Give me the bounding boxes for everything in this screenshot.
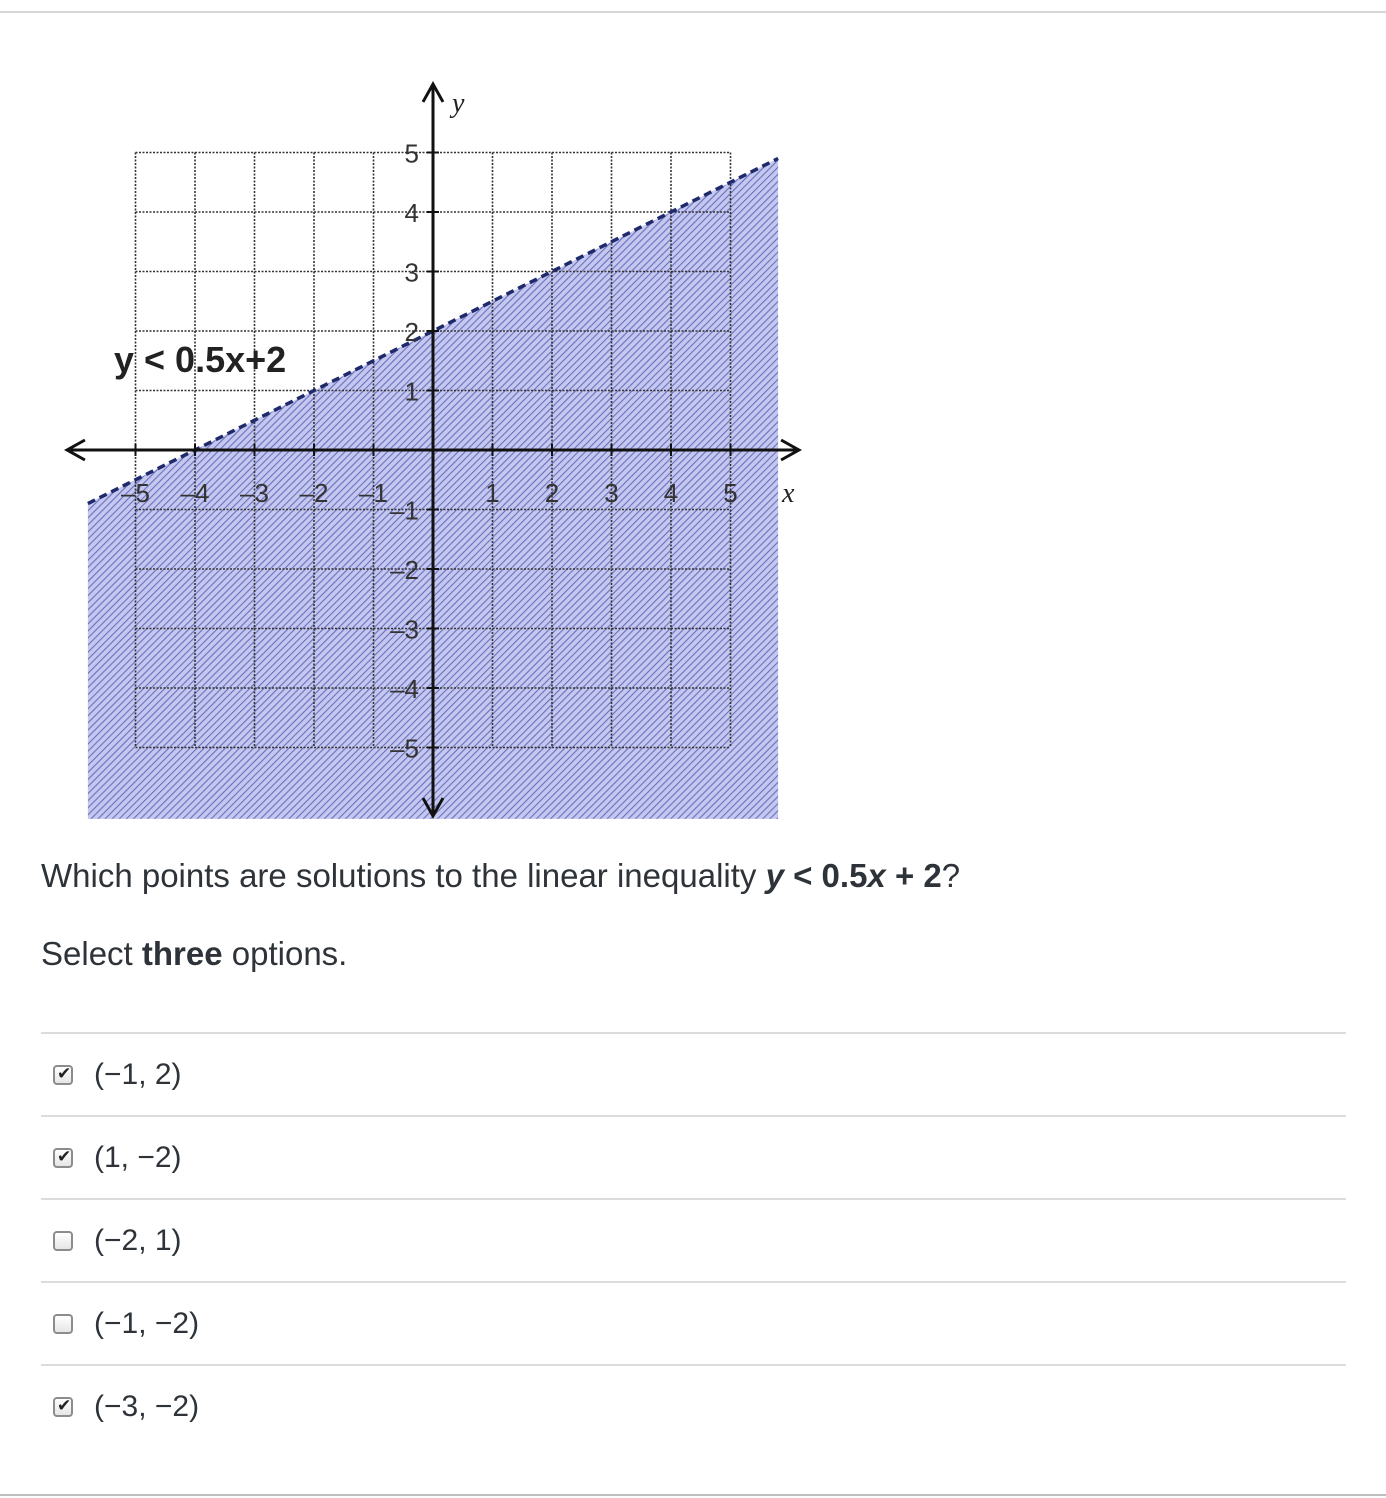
x-tick-label: 4: [663, 478, 679, 508]
option-row[interactable]: [41, 1115, 1346, 1198]
option-row[interactable]: [41, 1032, 1346, 1115]
x-tick-label: –5: [121, 478, 150, 508]
x-tick-label: –1: [359, 478, 388, 508]
inequality-graph: [40, 70, 810, 830]
instruction-text: [41, 930, 347, 978]
option-label: (−3, −2): [94, 1389, 200, 1423]
instruction-post: options.: [222, 935, 348, 972]
y-tick-label: –3: [390, 614, 419, 645]
option-checkbox[interactable]: [53, 1397, 73, 1417]
y-tick-label: 3: [404, 257, 419, 288]
x-tick-label: –2: [299, 478, 329, 508]
option-row[interactable]: [41, 1364, 1346, 1447]
inequality-mid: < 0.5: [783, 857, 868, 894]
y-tick-label: –1: [390, 495, 419, 526]
x-axis-label: x: [782, 478, 795, 509]
inequality-y: y: [765, 857, 784, 894]
x-tick-label: 3: [604, 478, 619, 508]
option-label: (−2, 1): [94, 1223, 182, 1257]
answer-options: [41, 1032, 1346, 1447]
option-checkbox[interactable]: [53, 1314, 73, 1334]
top-rule: [0, 0, 1386, 13]
option-label: (−1, −2): [94, 1306, 200, 1340]
y-axis-label: y: [452, 88, 465, 119]
y-tick-label: –4: [390, 674, 419, 704]
y-tick-label: –5: [390, 733, 419, 764]
question-text: [41, 852, 960, 900]
x-tick-label: 5: [723, 478, 738, 508]
inequality-label: y < 0.5x+2: [114, 339, 287, 380]
x-tick-label: 1: [485, 478, 500, 508]
option-checkbox[interactable]: [53, 1231, 73, 1251]
option-checkbox[interactable]: [53, 1065, 73, 1085]
inequality-x: x: [867, 857, 886, 894]
y-tick-label: 4: [404, 198, 419, 228]
x-tick-label: –3: [240, 478, 269, 508]
option-row[interactable]: [41, 1198, 1346, 1281]
option-row[interactable]: [41, 1281, 1346, 1364]
x-tick-label: –4: [180, 478, 210, 508]
question-prefix: Which points are solutions to the linear inequality: [41, 857, 766, 894]
inequality-tail: + 2: [885, 857, 942, 894]
bottom-rule: [0, 1494, 1386, 1496]
option-label: (1, −2): [94, 1140, 182, 1174]
y-tick-label: 2: [404, 317, 419, 347]
instruction-count: three: [141, 935, 223, 972]
question-suffix: ?: [941, 857, 961, 894]
instruction-pre: Select: [41, 935, 142, 972]
y-tick-label: 5: [404, 138, 419, 169]
x-tick-label: 2: [544, 478, 560, 508]
option-checkbox[interactable]: [53, 1148, 73, 1168]
y-tick-label: –2: [390, 555, 419, 585]
y-tick-label: 1: [404, 376, 419, 407]
option-label: (−1, 2): [94, 1057, 182, 1091]
question-inequality: [766, 857, 942, 894]
